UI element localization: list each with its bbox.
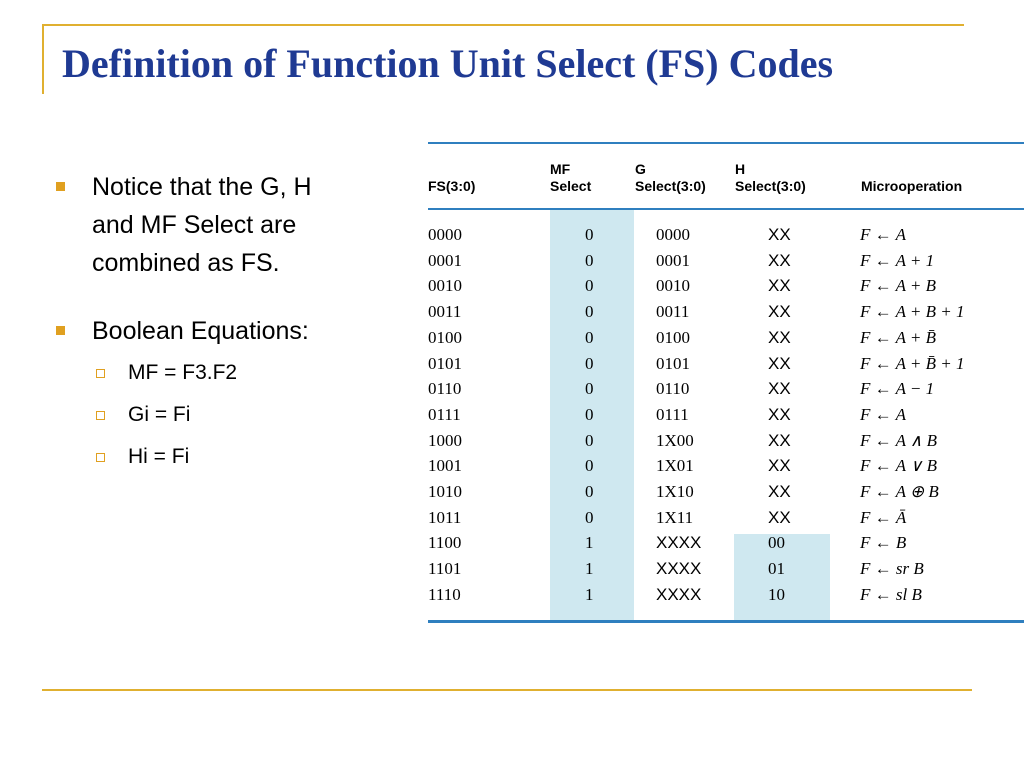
table-row bbox=[428, 351, 1024, 377]
cell-microoperation: F ← A + B̄ + 1 bbox=[860, 353, 965, 373]
table-row bbox=[428, 402, 1024, 428]
cell-microoperation: F ← A + B̄ bbox=[860, 327, 937, 347]
cell-g: 0100 bbox=[656, 327, 690, 347]
cell-h: XX bbox=[768, 507, 791, 527]
table-header-rule bbox=[428, 208, 1024, 210]
cell-fs: 0001 bbox=[428, 250, 462, 270]
cell-g: 1X01 bbox=[656, 456, 694, 476]
cell-microoperation: F ← Ā bbox=[860, 507, 907, 527]
cell-microoperation: F ← sl B bbox=[860, 584, 922, 604]
square-bullet-icon bbox=[56, 182, 65, 191]
cell-mf: 0 bbox=[585, 456, 594, 476]
cell-g: XXXX bbox=[656, 559, 702, 579]
cell-microoperation: F ← A + B + 1 bbox=[860, 302, 965, 322]
cell-h: 00 bbox=[768, 533, 785, 553]
hollow-square-bullet-icon bbox=[96, 453, 105, 462]
cell-microoperation: F ← A ⊕ B bbox=[860, 482, 939, 501]
cell-h: XX bbox=[768, 250, 791, 270]
cell-g: 1X10 bbox=[656, 482, 694, 501]
cell-h: XX bbox=[768, 353, 791, 373]
table-row bbox=[428, 273, 1024, 299]
cell-microoperation: F ← A ∨ B bbox=[860, 456, 937, 476]
cell-h: XX bbox=[768, 430, 791, 450]
cell-g: 1X00 bbox=[656, 430, 694, 450]
cell-mf: 0 bbox=[585, 276, 594, 296]
cell-microoperation: F ← A + B bbox=[860, 276, 937, 296]
table-row bbox=[428, 453, 1024, 479]
cell-fs: 0100 bbox=[428, 327, 462, 347]
cell-fs: 1110 bbox=[428, 584, 461, 604]
cell-microoperation: F ← A − 1 bbox=[860, 379, 935, 399]
table-row bbox=[428, 376, 1024, 402]
sub-bullet-list bbox=[92, 352, 356, 478]
cell-g: 0111 bbox=[656, 404, 689, 424]
cell-mf: 0 bbox=[585, 507, 594, 527]
cell-fs: 1101 bbox=[428, 559, 462, 579]
cell-h: XX bbox=[768, 482, 791, 501]
header-g-select: G Select(3:0) bbox=[635, 161, 706, 194]
bullet-list bbox=[56, 168, 356, 478]
table-row bbox=[428, 479, 1024, 505]
slide-title: Definition of Function Unit Select (FS) Codes bbox=[62, 41, 834, 86]
cell-fs: 1100 bbox=[428, 533, 462, 553]
cell-g: 0011 bbox=[656, 302, 690, 322]
cell-g: XXXX bbox=[656, 533, 702, 553]
cell-mf: 0 bbox=[585, 404, 594, 424]
cell-g: 0110 bbox=[656, 379, 690, 399]
cell-g: 0010 bbox=[656, 276, 690, 296]
sub-bullet-text: Hi = Fi bbox=[128, 445, 190, 468]
cell-h: XX bbox=[768, 302, 791, 322]
fs-code-table bbox=[428, 142, 1024, 624]
cell-mf: 0 bbox=[585, 250, 594, 270]
table-row bbox=[428, 428, 1024, 454]
cell-mf: 1 bbox=[585, 559, 594, 579]
cell-fs: 0101 bbox=[428, 353, 462, 373]
cell-microoperation: F ← A bbox=[860, 225, 906, 244]
cell-h: 10 bbox=[768, 584, 785, 604]
cell-mf: 0 bbox=[585, 482, 594, 501]
sub-bullet-item bbox=[92, 394, 356, 436]
bottom-rule bbox=[42, 689, 972, 691]
cell-g: 0001 bbox=[656, 250, 690, 270]
header-h-select: H Select(3:0) bbox=[735, 161, 806, 194]
bullet-item bbox=[56, 168, 356, 282]
cell-microoperation: F ← B bbox=[860, 533, 907, 553]
cell-microoperation: F ← A ∧ B bbox=[860, 430, 937, 450]
sub-bullet-item bbox=[92, 352, 356, 394]
square-bullet-icon bbox=[56, 326, 65, 335]
cell-fs: 0110 bbox=[428, 379, 462, 399]
cell-h: XX bbox=[768, 379, 791, 399]
cell-fs: 0010 bbox=[428, 276, 462, 296]
cell-mf: 0 bbox=[585, 302, 594, 322]
table-row bbox=[428, 299, 1024, 325]
cell-mf: 0 bbox=[585, 225, 594, 244]
sub-bullet-item bbox=[92, 436, 356, 478]
cell-mf: 0 bbox=[585, 379, 594, 399]
cell-fs: 1010 bbox=[428, 482, 462, 501]
cell-mf: 0 bbox=[585, 430, 594, 450]
table-row bbox=[428, 530, 1024, 556]
sub-bullet-text: Gi = Fi bbox=[128, 403, 191, 426]
table-row bbox=[428, 248, 1024, 274]
cell-fs: 0000 bbox=[428, 225, 462, 244]
cell-h: XX bbox=[768, 276, 791, 296]
header-microoperation: Microoperation bbox=[861, 178, 963, 194]
table-row bbox=[428, 222, 1024, 248]
cell-h: XX bbox=[768, 404, 791, 424]
cell-g: XXXX bbox=[656, 584, 702, 604]
bullet-text: Boolean Equations: bbox=[92, 317, 309, 345]
top-border bbox=[42, 24, 964, 26]
cell-mf: 0 bbox=[585, 327, 594, 347]
cell-mf: 1 bbox=[585, 533, 594, 553]
left-border bbox=[42, 24, 44, 94]
cell-microoperation: F ← sr B bbox=[860, 559, 924, 579]
table-bottom-rule bbox=[428, 620, 1024, 623]
cell-g: 1X11 bbox=[656, 507, 694, 527]
cell-g: 0000 bbox=[656, 225, 690, 244]
bullet-text: Notice that the G, H and MF Select are combined as FS. bbox=[92, 173, 312, 277]
header-fs: FS(3:0) bbox=[428, 178, 476, 194]
cell-h: XX bbox=[768, 456, 791, 476]
table-row bbox=[428, 556, 1024, 582]
cell-mf: 1 bbox=[585, 584, 594, 604]
table-top-rule bbox=[428, 142, 1024, 144]
cell-g: 0101 bbox=[656, 353, 690, 373]
cell-microoperation: F ← A bbox=[860, 404, 906, 424]
table-row bbox=[428, 582, 1024, 608]
table-row bbox=[428, 325, 1024, 351]
cell-fs: 1011 bbox=[428, 507, 462, 527]
hollow-square-bullet-icon bbox=[96, 369, 105, 378]
cell-fs: 0011 bbox=[428, 302, 462, 322]
cell-fs: 1000 bbox=[428, 430, 462, 450]
cell-fs: 1001 bbox=[428, 456, 462, 476]
header-mf-select: MF Select bbox=[550, 161, 592, 194]
cell-h: 01 bbox=[768, 559, 785, 579]
cell-fs: 0111 bbox=[428, 404, 461, 424]
cell-h: XX bbox=[768, 327, 791, 347]
cell-microoperation: F ← A + 1 bbox=[860, 250, 935, 270]
bullet-item bbox=[56, 312, 356, 478]
cell-h: XX bbox=[768, 225, 791, 244]
hollow-square-bullet-icon bbox=[96, 411, 105, 420]
table-row bbox=[428, 505, 1024, 531]
cell-mf: 0 bbox=[585, 353, 594, 373]
sub-bullet-text: MF = F3.F2 bbox=[128, 361, 238, 384]
